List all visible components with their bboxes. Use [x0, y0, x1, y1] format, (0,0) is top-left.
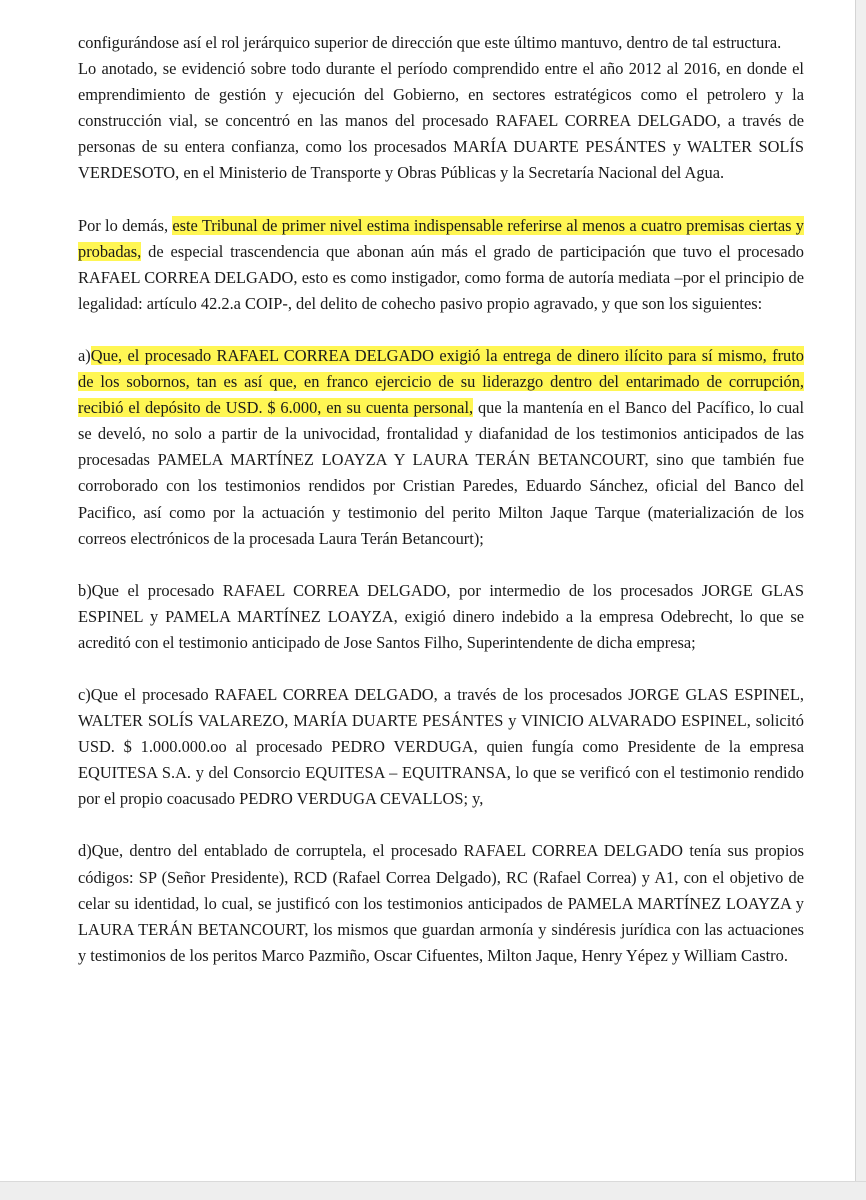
paragraph-period-2012-2016: Lo anotado, se evidenció sobre todo durante el período comprendido entre el año 2012 al 2016, en donde el emprendimiento de gestión y ejecución del Gobierno, en sectores estratégicos como el petrolero y la construcción vial, se concentró en las manos del procesado RAFAEL CORREA DELGADO, a través de personas de su entera confianza, como los procesados MARÍA DUARTE PESÁNTES y WALTER SOLÍS VERDESOTO, en el Ministerio de Transporte y Obras Públicas y la Secretaría Nacional del Agua.	[78, 59, 804, 183]
premises-intro-text: Por lo demás,	[78, 215, 173, 235]
list-item-c: c)Que el procesado RAFAEL CORREA DELGADO, a través de los procesados JORGE GLAS ESPINEL, WALTER SOLÍS VALAREZO, MARÍA DUARTE PESÁNTES y VINICIO ALVARADO ESPINEL, solicitó USD. $ 1.000.000.oo al procesado PEDRO VERDUGA, quien fungía como Presidente de la empresa EQUITESA S.A. y del Consorcio EQUITESA – EQUITRANSA, lo que se verificó con el testimonio rendido por el propio coacusado PEDRO VERDUGA CEVALLOS; y,	[78, 684, 804, 809]
document-body	[78, 30, 804, 969]
highlighted-item-a-text: Que, el procesado RAFAEL CORREA DELGADO exigió la entrega de dinero ilícito para sí mismo, fruto de los sobornos, tan es así que, en franco ejercicio de su liderazgo dentro del entarimado de corrupción, recibió el depósito de USD. $ 6.000, en su cuenta personal,	[78, 345, 804, 418]
page-right-edge	[855, 0, 866, 1200]
paragraph-role-structure: configurándose así el rol jerárquico superior de dirección que este último mantuvo, dentro de tal estructura.	[78, 33, 782, 52]
premises-continuation-text: de especial trascendencia que abonan aún más el grado de participación que tuvo el procesado RAFAEL CORREA DELGADO, esto es como instigador, como forma de autoría mediata –por el principio de legalidad: artículo 42.2.a COIP-, del delito de cohecho pasivo propio agravado, y que son los siguientes:	[78, 241, 804, 313]
list-item-b: b)Que el procesado RAFAEL CORREA DELGADO, por intermedio de los procesados JORGE GLAS ESPINEL y PAMELA MARTÍNEZ LOAYZA, exigió dinero indebido a la empresa Odebrecht, lo que se acreditó con el testimonio anticipado de Jose Santos Filho, Superintendente de dicha empresa;	[78, 580, 804, 652]
list-item-a	[78, 343, 804, 552]
page-bottom-edge	[0, 1181, 866, 1200]
paragraph-four-premises	[78, 213, 804, 317]
list-item-a-marker: a)	[78, 345, 91, 365]
list-item-d: d)Que, dentro del entablado de corruptela, el procesado RAFAEL CORREA DELGADO tenía sus propios códigos: SP (Señor Presidente), RCD (Rafael Correa Delgado), RC (Rafael Correa) y A1, con el objetivo de celar su identidad, lo cual, se justificó con los testimonios anticipados de PAMELA MARTÍNEZ LOAYZA y LAURA TERÁN BETANCOURT, los mismos que guardan armonía y sindéresis jurídica con las actuaciones y testimonios de los peritos Marco Pazmiño, Oscar Cifuentes, Milton Jaque, Henry Yépez y William Castro.	[78, 841, 804, 965]
list-item-a-continuation: que la mantenía en el Banco del Pacífico, lo cual se develó, no solo a partir de la univocidad, frontalidad y diafanidad de los testimonios anticipados de las procesadas PAMELA MARTÍNEZ LOAYZA Y LAURA TERÁN BETANCOURT, sino que también fue corroborado con los testimonios rendidos por Cristian Paredes, Eduardo Sánchez, oficial del Banco del Pacifico, así como por la actuación y testimonio del perito Milton Jaque Tarque (materialización de los correos electrónicos de la procesada Laura Terán Betancourt);	[78, 398, 805, 548]
highlighted-premises-text: este Tribunal de primer nivel estima indispensable referirse al menos a cuatro premisas ciertas y probadas,	[78, 215, 804, 261]
